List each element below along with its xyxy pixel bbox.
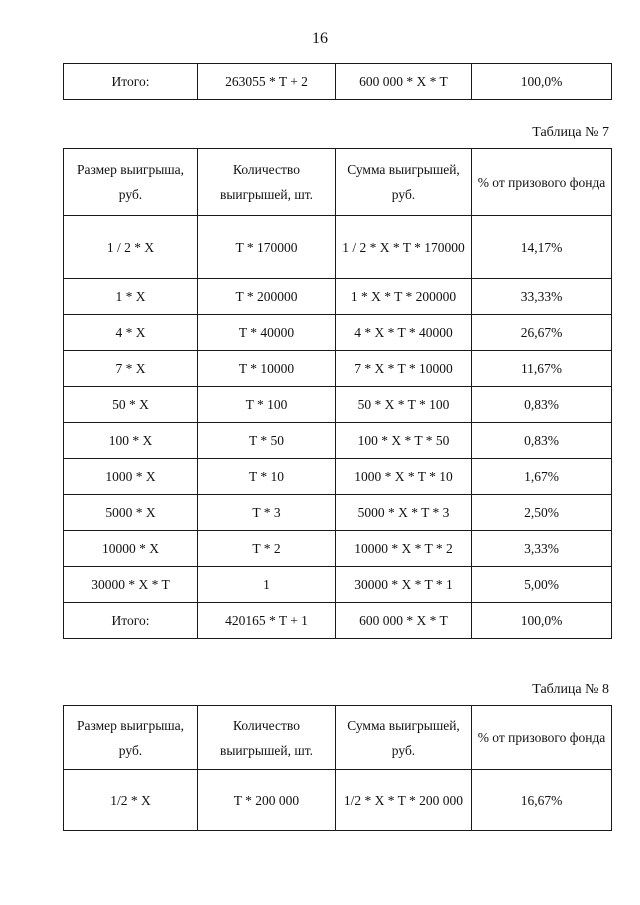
- table-cell: 1 * X * T * 200000: [336, 279, 472, 315]
- table-cell: 1 / 2 * X: [64, 216, 198, 279]
- table-cell: 1/2 * X: [64, 770, 198, 831]
- table-cell: T * 170000: [198, 216, 336, 279]
- column-header: Количество выигрышей, шт.: [198, 149, 336, 216]
- table7: [63, 148, 612, 639]
- table-cell: 30000 * X * T: [64, 567, 198, 603]
- table-cell: T * 10: [198, 459, 336, 495]
- table-cell: T * 3: [198, 495, 336, 531]
- table7-caption: Таблица № 7: [532, 125, 609, 140]
- table-cell: 14,17%: [472, 216, 612, 279]
- table-header-row: [64, 149, 612, 216]
- table-cell: 30000 * X * T * 1: [336, 567, 472, 603]
- table-cell: 5000 * X * T * 3: [336, 495, 472, 531]
- table-cell: 1: [198, 567, 336, 603]
- table-cell: 7 * X * T * 10000: [336, 351, 472, 387]
- table-cell: 100,0%: [472, 64, 612, 100]
- table-cell: 7 * X: [64, 351, 198, 387]
- table-cell: 5,00%: [472, 567, 612, 603]
- table-row: [64, 495, 612, 531]
- table-cell: 100 * X * T * 50: [336, 423, 472, 459]
- table-cell: T * 40000: [198, 315, 336, 351]
- table-cell: 33,33%: [472, 279, 612, 315]
- table-cell: 1 / 2 * X * T * 170000: [336, 216, 472, 279]
- table-cell: 1000 * X * T * 10: [336, 459, 472, 495]
- table-cell: 16,67%: [472, 770, 612, 831]
- column-header: % от призового фонда: [472, 706, 612, 770]
- table-cell: T * 50: [198, 423, 336, 459]
- table-cell: T * 100: [198, 387, 336, 423]
- table-cell: Итого:: [64, 64, 198, 100]
- table-cell: 4 * X * T * 40000: [336, 315, 472, 351]
- table-cell: 10000 * X * T * 2: [336, 531, 472, 567]
- table-cell: 11,67%: [472, 351, 612, 387]
- table-cell: 0,83%: [472, 423, 612, 459]
- top-table: [63, 63, 612, 100]
- column-header: % от призового фонда: [472, 149, 612, 216]
- table-cell: 600 000 * X * T: [336, 64, 472, 100]
- table-cell: T * 2: [198, 531, 336, 567]
- column-header: Количество выигрышей, шт.: [198, 706, 336, 770]
- table-cell: 0,83%: [472, 387, 612, 423]
- table-cell: Итого:: [64, 603, 198, 639]
- table-row: [64, 459, 612, 495]
- table-cell: 263055 * T + 2: [198, 64, 336, 100]
- table-row: [64, 279, 612, 315]
- table-row: [64, 770, 612, 831]
- table-total-row: [64, 603, 612, 639]
- table-cell: 26,67%: [472, 315, 612, 351]
- column-header: Сумма выигрышей, руб.: [336, 149, 472, 216]
- table-cell: 2,50%: [472, 495, 612, 531]
- table-cell: 3,33%: [472, 531, 612, 567]
- table-row: [64, 216, 612, 279]
- table-cell: T * 200000: [198, 279, 336, 315]
- table-cell: 600 000 * X * T: [336, 603, 472, 639]
- table-cell: 1/2 * X * T * 200 000: [336, 770, 472, 831]
- table-row: [64, 567, 612, 603]
- table-cell: 10000 * X: [64, 531, 198, 567]
- table-cell: 5000 * X: [64, 495, 198, 531]
- column-header: Размер выигрыша, руб.: [64, 149, 198, 216]
- table8: [63, 705, 612, 831]
- table-cell: 420165 * T + 1: [198, 603, 336, 639]
- table-cell: T * 10000: [198, 351, 336, 387]
- table-cell: 4 * X: [64, 315, 198, 351]
- table-header-row: [64, 706, 612, 770]
- table-row: [64, 387, 612, 423]
- table-cell: 50 * X * T * 100: [336, 387, 472, 423]
- table8-caption: Таблица № 8: [532, 682, 609, 697]
- column-header: Сумма выигрышей, руб.: [336, 706, 472, 770]
- table-row: [64, 531, 612, 567]
- page-number: 16: [312, 30, 328, 47]
- table-row: [64, 64, 612, 100]
- table-cell: 1,67%: [472, 459, 612, 495]
- column-header: Размер выигрыша, руб.: [64, 706, 198, 770]
- table-row: [64, 423, 612, 459]
- table-cell: 1000 * X: [64, 459, 198, 495]
- table-cell: 1 * X: [64, 279, 198, 315]
- table-cell: 50 * X: [64, 387, 198, 423]
- table-cell: T * 200 000: [198, 770, 336, 831]
- table-cell: 100 * X: [64, 423, 198, 459]
- table-cell: 100,0%: [472, 603, 612, 639]
- table-row: [64, 351, 612, 387]
- table-row: [64, 315, 612, 351]
